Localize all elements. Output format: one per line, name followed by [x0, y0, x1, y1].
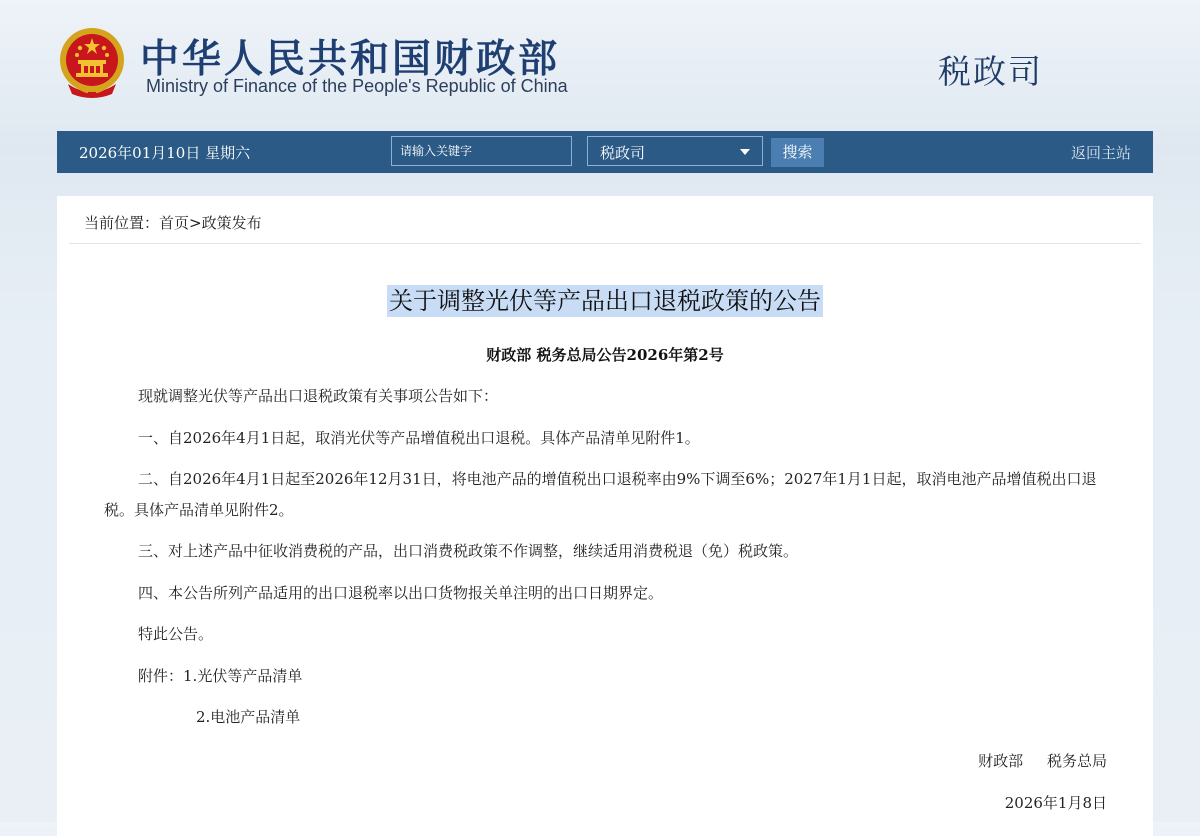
- scope-select-value: 税政司: [600, 144, 646, 162]
- site-title-cn: 中华人民共和国财政部: [140, 37, 561, 82]
- attachments-line-1: [104, 661, 1114, 692]
- item-paragraph-2: 二、自2026年4月1日起至2026年12月31日，将电池产品的增值税出口退税率由9%下调至6%；2027年1月1日起，取消电池产品增值税出口退税。具体产品清单见附件2。: [104, 470, 1097, 519]
- document-title-wrap: [57, 281, 1153, 316]
- issue-date: 2026年1月8日: [1004, 794, 1107, 812]
- document-number: 财政部 税务总局公告2026年第2号: [486, 346, 724, 364]
- attachments-label: 附件：: [138, 667, 184, 685]
- nav-bar: [57, 131, 1153, 173]
- breadcrumb-current[interactable]: 政策发布: [201, 214, 262, 232]
- document-title: 关于调整光伏等产品出口退税政策的公告: [389, 287, 821, 315]
- content-panel: [57, 196, 1153, 836]
- chevron-down-icon: [740, 149, 750, 155]
- closing-paragraph: 特此公告。: [138, 625, 214, 643]
- intro-paragraph: 现就调整光伏等产品出口退税政策有关事项公告如下：: [138, 387, 499, 405]
- breadcrumb-separator: >: [189, 214, 202, 232]
- search-button[interactable]: 搜索: [771, 138, 824, 167]
- issuer-signature: 财政部 税务总局: [978, 752, 1107, 770]
- item-paragraph-3: 三、对上述产品中征收消费税的产品，出口消费税政策不作调整，继续适用消费税退（免）税政策。: [138, 542, 799, 560]
- item-paragraph-1: 一、自2026年4月1日起，取消光伏等产品增值税出口退税。具体产品清单见附件1。: [138, 429, 700, 447]
- breadcrumb: [84, 212, 262, 233]
- breadcrumb-prefix: 当前位置：: [84, 214, 160, 232]
- search-input[interactable]: [391, 136, 572, 166]
- attachment-link-2[interactable]: 2.电池产品清单: [196, 708, 301, 726]
- home-link[interactable]: 返回主站: [1070, 144, 1131, 162]
- site-header: [0, 0, 1200, 130]
- scope-select[interactable]: [587, 136, 763, 166]
- attachment-link-1[interactable]: 1.光伏等产品清单: [183, 667, 303, 685]
- divider: [69, 243, 1141, 244]
- site-title-en: Ministry of Finance of the People's Republic of China: [146, 76, 568, 96]
- current-date: 2026年01月10日 星期六: [79, 144, 251, 162]
- breadcrumb-home-link[interactable]: 首页: [159, 214, 190, 232]
- item-paragraph-4: 四、本公告所列产品适用的出口退税率以出口货物报关单注明的出口日期界定。: [138, 584, 664, 602]
- department-title: 税政司: [938, 52, 1043, 91]
- national-emblem-icon: [58, 24, 126, 100]
